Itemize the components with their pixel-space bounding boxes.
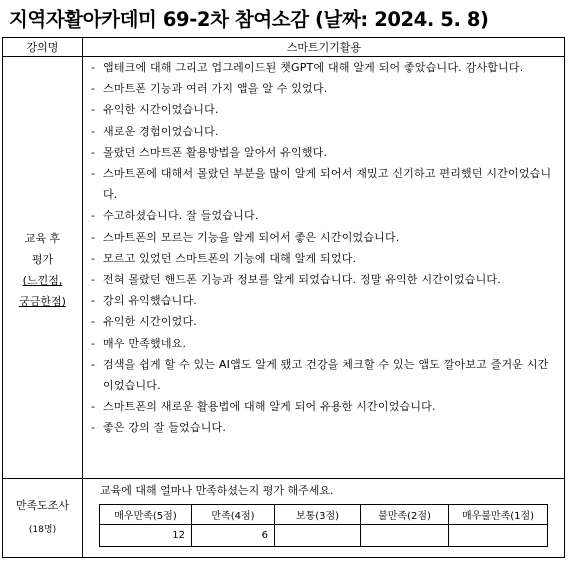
list-item: - 스마트폰에 대해서 몰랐던 부분을 많이 알게 되어서 재밌고 신기하고 편리했던 시간이었습니다. xyxy=(91,167,552,202)
list-item: - 앱테크에 대해 그리고 업그레이드된 챗GPT에 대해 알게 되어 좋았습니다. 감사합니다. xyxy=(91,61,524,74)
list-item: - 스마트폰의 새로운 활용법에 대해 알게 되어 유용한 시간이었습니다. xyxy=(91,400,436,414)
column-header: 만족(4점) xyxy=(192,505,275,525)
column-divider xyxy=(82,37,83,558)
feedback-label-line4: 궁금한점) xyxy=(19,295,66,308)
list-item: - 매우 만족했네요. xyxy=(91,336,187,350)
table-row xyxy=(100,525,548,547)
list-item: - 유익한 시간이었다. xyxy=(91,315,198,329)
table-cell: 12 xyxy=(100,525,192,547)
column-header: 매우불만족(1점) xyxy=(449,505,548,525)
list-item: - 수고하셨습니다. 잘 들었습니다. xyxy=(91,209,259,223)
list-item: - 전혀 몰랐던 핸드폰 기능과 정보를 알게 되었습니다. 정말 유익한 시간이었습니다. xyxy=(91,273,501,287)
satisfaction-table xyxy=(99,504,548,547)
table-cell: 6 xyxy=(192,525,275,547)
column-header: 불만족(2점) xyxy=(361,505,449,525)
table-cell xyxy=(361,525,449,547)
page-title: 지역자활아카데미 69-2차 참여소감 (날짜: 2024. 5. 8) xyxy=(9,8,489,31)
list-item: - 몰랐던 스마트폰 활용방법을 알아서 유익했다. xyxy=(91,145,328,159)
list-item: - 새로운 경험이었습니다. xyxy=(91,124,219,138)
table-header-row xyxy=(100,505,548,525)
list-item: - 스마트폰의 모르는 기능을 알게 되어서 좋은 시간이었습니다. xyxy=(91,230,400,244)
feedback-label xyxy=(3,228,82,312)
satisfaction-title: 만족도조사 xyxy=(15,499,70,512)
course-name: 스마트기기활용 xyxy=(286,41,362,54)
list-item: - 스마트폰 기능과 여러 가지 앱을 알 수 있었다. xyxy=(91,82,328,96)
feedback-label-line3: (느낀점, xyxy=(22,274,63,287)
list-item: - 강의 유익했습니다. xyxy=(91,294,198,308)
respondent-count: (18명) xyxy=(28,525,57,535)
table-cell xyxy=(275,525,361,547)
satisfaction-question: 교육에 대해 얼마나 만족하셨는지 평가 해주세요. xyxy=(100,484,334,497)
list-item: - 검색을 쉽게 할 수 있는 AI앱도 알게 됐고 건강을 체크할 수 있는 앱도 깔아보고 즐거운 시간이었습니다. xyxy=(91,357,549,393)
list-item: - 모르고 있었던 스마트폰의 기능에 대해 알게 되었다. xyxy=(91,251,357,265)
column-header: 매우만족(5점) xyxy=(100,505,192,525)
feedback-list xyxy=(86,57,558,439)
section-divider xyxy=(2,478,565,479)
list-item: - 좋은 강의 잘 들었습니다. xyxy=(91,421,227,435)
column-header: 보통(3점) xyxy=(275,505,361,525)
feedback-label-line1: 교육 후 xyxy=(24,232,61,245)
list-item: - 유익한 시간이었습니다. xyxy=(91,103,219,117)
satisfaction-label xyxy=(3,497,82,535)
feedback-label-line2: 평가 xyxy=(31,253,54,266)
table-cell xyxy=(449,525,548,547)
course-label: 강의명 xyxy=(26,41,59,54)
